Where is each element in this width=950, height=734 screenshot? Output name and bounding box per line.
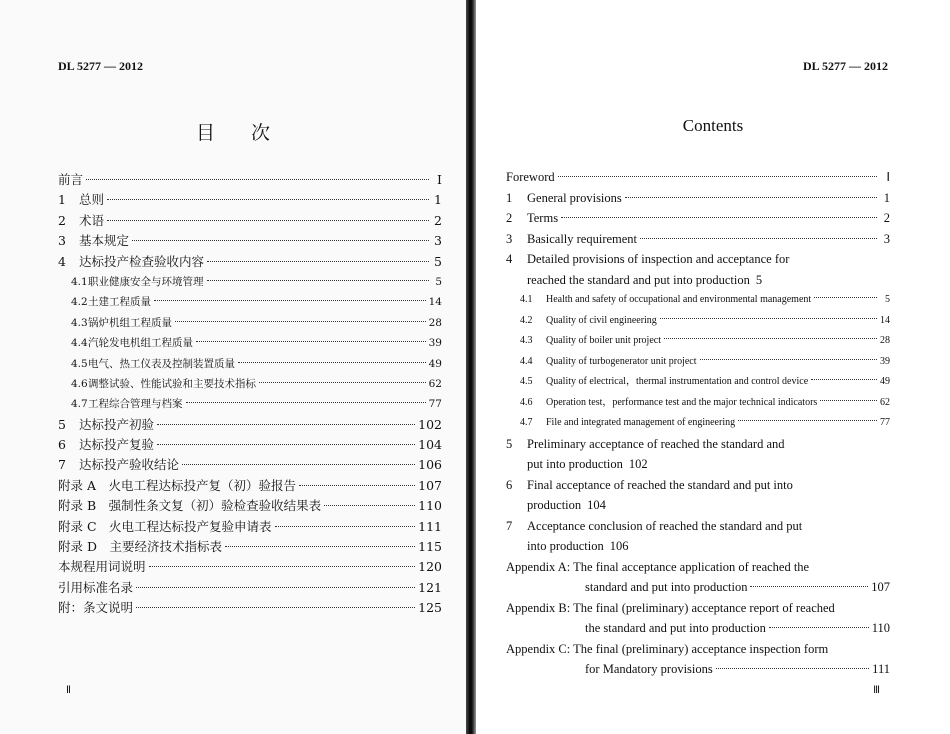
toc-entry-line [58, 455, 442, 475]
toc-entry-line [58, 415, 442, 435]
toc-entry[interactable] [58, 231, 442, 251]
dot-leader [132, 240, 429, 241]
dot-leader [136, 607, 415, 608]
toc-entry-title: 电气、热工仪表及控制装置质量 [88, 357, 235, 370]
toc-entry-number: 1 [506, 190, 513, 205]
toc-entry-title: 汽轮发电机组工程质量 [88, 337, 193, 350]
toc-entry-line [506, 536, 890, 557]
toc-title-chinese: 目次 [195, 122, 306, 144]
toc-entry-line [58, 231, 442, 251]
dot-leader [299, 485, 415, 486]
toc-entry-title: 术语 [79, 212, 105, 228]
dot-leader [157, 444, 415, 445]
toc-entry[interactable] [506, 311, 890, 332]
toc-entry-page: 28 [880, 335, 890, 346]
toc-entry-page: 110 [418, 498, 442, 514]
toc-entry-number: 4 [58, 253, 66, 269]
toc-entry-title: Preliminary acceptance of reached the standard and [527, 436, 785, 451]
toc-entry-line [506, 167, 890, 188]
toc-entry-page: 115 [418, 539, 442, 555]
toc-entry-line [506, 639, 890, 660]
toc-entry-number: 1 [58, 192, 66, 208]
toc-entry-number: 3 [506, 231, 513, 246]
toc-entry[interactable] [506, 188, 890, 209]
toc-entry-page: 62 [880, 396, 890, 408]
toc-entry-line [58, 333, 442, 353]
page-number: Ⅲ [873, 685, 880, 696]
toc-entry-line [506, 208, 890, 229]
toc-entry-line [506, 434, 890, 455]
dot-leader [738, 420, 877, 421]
toc-entry-page: 2 [883, 211, 890, 225]
toc-entry[interactable] [58, 333, 442, 353]
dot-leader [107, 199, 429, 200]
toc-entry-line [506, 290, 890, 311]
toc-entry-line [506, 188, 890, 209]
dot-leader [769, 627, 869, 628]
toc-entry-title: 锅炉机组工程质量 [88, 316, 172, 329]
toc-entry[interactable] [58, 313, 442, 333]
dot-leader [149, 566, 416, 567]
toc-entry-title: 附录 C 火电工程达标投产复验申请表 [58, 518, 272, 534]
toc-entry-line [506, 393, 890, 414]
toc-entry-title: Quality of turbogenerator unit project [546, 355, 697, 367]
toc-entry-title: 达标投产验收结论 [79, 457, 180, 473]
toc-entry[interactable] [506, 557, 890, 598]
toc-entry-page: 102 [418, 416, 442, 432]
toc-entry-number: 4.7 [71, 398, 88, 411]
toc-entry[interactable] [506, 352, 890, 373]
toc-entry-number: 7 [506, 518, 513, 533]
toc-entry-page: 14 [880, 314, 890, 326]
dot-leader [196, 341, 426, 342]
toc-entry[interactable] [506, 229, 890, 250]
toc-entry-number: 3 [58, 233, 66, 249]
toc-entry[interactable] [506, 598, 890, 639]
toc-entry-number: 4.6 [520, 396, 533, 408]
toc-entry-page: 39 [428, 337, 442, 350]
toc-entry-line [506, 249, 890, 270]
toc-entry-title: 达标投产复验 [79, 437, 155, 453]
dot-leader [107, 220, 429, 221]
toc-entry-page: 77 [428, 398, 442, 411]
toc-entry-page: 107 [418, 477, 442, 493]
toc-entry-title-continued: standard and put into production [585, 580, 748, 594]
dot-leader [225, 546, 415, 547]
toc-entry-page: 39 [880, 355, 890, 367]
toc-entry-page: 120 [418, 559, 442, 575]
toc-entry-title: Detailed provisions of inspection and acceptance for [527, 252, 790, 266]
toc-entry[interactable] [506, 208, 890, 229]
dot-leader [700, 359, 877, 360]
toc-entry-line [506, 659, 890, 680]
toc-entry-title: Operation test，performance test and the major technical indicators [546, 396, 818, 408]
right-page [476, 0, 950, 734]
toc-entry-line [58, 170, 442, 190]
toc-entry-page: 104 [418, 437, 442, 453]
toc-entry-title: General provisions [527, 190, 622, 205]
toc-entry-title-continued: put into production [527, 457, 623, 471]
toc-entry-title: Quality of boiler unit project [546, 335, 661, 346]
toc-entry-title: 附录 A 火电工程达标投产复（初）验报告 [58, 477, 297, 493]
book-gutter [466, 0, 476, 734]
toc-entry-line [506, 516, 890, 537]
dot-leader [175, 321, 426, 322]
toc-entry-title: Quality of civil engineering [546, 314, 657, 326]
toc-entry[interactable] [58, 598, 442, 618]
toc-entry-line [506, 577, 890, 598]
toc-entry[interactable] [58, 252, 442, 272]
dot-leader [811, 379, 877, 380]
toc-entry-title: 本规程用词说明 [58, 559, 146, 575]
toc-entry-line [58, 374, 442, 394]
toc-entry-line [58, 598, 442, 618]
toc-entry[interactable] [58, 578, 442, 598]
toc-entry-number: 4.1 [71, 275, 88, 288]
dot-leader [186, 402, 426, 403]
toc-entry-page: 125 [418, 600, 442, 616]
toc-entry-page: 104 [587, 498, 606, 512]
doc-code: DL 5277 — 2012 [58, 59, 144, 73]
toc-entry-line [506, 270, 890, 291]
toc-entry[interactable] [506, 434, 890, 475]
dot-leader [154, 300, 426, 301]
toc-entry-page: 5 [755, 272, 763, 287]
toc-entry[interactable] [58, 455, 442, 475]
toc-entry-line [58, 313, 442, 333]
toc-entry-line [58, 292, 442, 312]
toc-entry-number: 4.2 [520, 314, 533, 326]
toc-entry-line [506, 372, 890, 393]
toc-entry[interactable] [506, 331, 890, 352]
left-page [0, 0, 466, 734]
toc-entry-line [506, 311, 890, 332]
toc-entry[interactable] [506, 413, 890, 434]
toc-entry-page: 14 [428, 296, 442, 309]
toc-entry[interactable] [506, 167, 890, 188]
toc-list-chinese [58, 170, 442, 619]
toc-entry-title: Quality of electrical，thermal instrumentation and control device [546, 376, 809, 387]
toc-entry-line [58, 211, 442, 231]
toc-entry-line [58, 496, 442, 516]
toc-entry-line [58, 517, 442, 537]
toc-entry-title: 工程综合管理与档案 [88, 398, 183, 411]
toc-entry-number: 2 [506, 211, 513, 225]
toc-entry-page: 102 [628, 457, 648, 471]
toc-entry[interactable] [58, 170, 442, 190]
toc-entry-number: 4.2 [71, 296, 88, 309]
dot-leader [750, 586, 868, 587]
toc-entry-title-continued: reached the standard and put into production [527, 272, 750, 287]
toc-entry-page: 5 [885, 294, 890, 305]
toc-entry-line [506, 557, 890, 578]
toc-entry-line [506, 352, 890, 373]
toc-entry-number: 4.3 [71, 316, 88, 329]
toc-entry-number: 2 [58, 212, 66, 228]
toc-entry-line [58, 394, 442, 414]
dot-leader [275, 526, 416, 527]
page-number: Ⅱ [66, 685, 71, 696]
toc-entry[interactable] [506, 290, 890, 311]
toc-entry-line [506, 413, 890, 434]
toc-entry-number: 6 [506, 477, 513, 492]
toc-entry-line [58, 435, 442, 455]
toc-entry[interactable] [506, 393, 890, 414]
dot-leader [157, 424, 415, 425]
toc-entry-page: 1 [434, 192, 442, 208]
dot-leader [238, 362, 426, 363]
toc-entry-page: Ⅰ [886, 170, 890, 184]
toc-entry[interactable] [58, 496, 442, 516]
toc-entry-title: Health and safety of occupational and environmental management [546, 294, 812, 305]
toc-entry-number: 4.5 [520, 376, 533, 387]
toc-entry[interactable] [506, 249, 890, 290]
toc-entry-page: 111 [872, 662, 890, 676]
toc-entry-line [58, 354, 442, 374]
dot-leader [716, 668, 869, 669]
toc-entry[interactable] [58, 517, 442, 537]
toc-entry[interactable] [58, 354, 442, 374]
toc-entry-number: 4.1 [520, 294, 533, 305]
toc-entry-page: 28 [428, 316, 442, 329]
toc-entry-title: 前言 [58, 172, 84, 187]
toc-entry-page: 106 [418, 457, 442, 473]
toc-entry-line [58, 578, 442, 598]
toc-entry-page: 49 [880, 376, 890, 387]
toc-entry[interactable] [506, 516, 890, 557]
toc-entry-number: 5 [58, 416, 66, 432]
toc-entry-title: 达标投产初验 [79, 416, 155, 432]
toc-entry-title: 土建工程质量 [88, 296, 151, 309]
toc-title-english: Contents [682, 116, 744, 135]
toc-entry-page: Ⅰ [437, 172, 442, 187]
toc-entry-title: 总则 [79, 192, 105, 208]
toc-entry-page: 111 [418, 518, 442, 534]
toc-entry-line [58, 537, 442, 557]
toc-entry[interactable] [58, 292, 442, 312]
dot-leader [259, 382, 426, 383]
dot-leader [558, 176, 877, 177]
toc-entry-number: 6 [58, 437, 66, 453]
dot-leader [324, 505, 415, 506]
toc-entry[interactable] [506, 475, 890, 516]
dot-leader [207, 261, 429, 262]
toc-entry-page: 106 [609, 539, 629, 553]
toc-entry-line [58, 272, 442, 292]
toc-entry-page: 5 [434, 253, 442, 269]
toc-entry-title-continued: for Mandatory provisions [585, 662, 713, 676]
toc-entry-line [58, 190, 442, 210]
dot-leader [561, 217, 877, 218]
dot-leader [182, 464, 415, 465]
toc-entry-line [506, 618, 890, 639]
toc-entry-page: 110 [871, 621, 890, 635]
toc-entry[interactable] [506, 639, 890, 680]
toc-entry-title: 附录 B 强制性条文复（初）验检查验收结果表 [58, 498, 322, 514]
toc-entry-title-continued: into production [527, 539, 604, 553]
toc-entry-line [58, 252, 442, 272]
dot-leader [664, 338, 877, 339]
toc-entry-title: 达标投产检查验收内容 [79, 253, 205, 269]
dot-leader [625, 197, 877, 198]
toc-entry-number: 7 [58, 457, 66, 473]
toc-entry-title-continued: production [527, 498, 582, 512]
toc-entry-line [506, 475, 890, 496]
toc-entry-title: 基本规定 [79, 233, 130, 249]
toc-entry-line [506, 331, 890, 352]
toc-entry[interactable] [58, 415, 442, 435]
toc-entry-title: Appendix A: The final acceptance application of reached the [506, 559, 810, 574]
toc-entry[interactable] [58, 272, 442, 292]
toc-entry-page: 121 [418, 579, 442, 595]
toc-entry-title: Appendix B: The final (preliminary) acceptance report of reached [506, 600, 835, 615]
toc-entry-page: 2 [434, 212, 442, 228]
toc-entry-number: 5 [506, 436, 513, 451]
toc-entry-number: 4.5 [71, 357, 88, 370]
dot-leader [640, 238, 877, 239]
toc-entry-page: 49 [428, 357, 442, 370]
toc-entry-page: 62 [428, 377, 442, 390]
dot-leader [660, 318, 877, 319]
doc-code: DL 5277 — 2012 [802, 59, 888, 73]
toc-entry-line [506, 598, 890, 619]
toc-entry-page: 1 [883, 190, 890, 205]
toc-list-english [506, 167, 890, 680]
toc-entry-line [58, 557, 442, 577]
toc-entry-title: Acceptance conclusion of reached the standard and put [527, 518, 803, 533]
toc-entry-number: 4.7 [520, 417, 533, 428]
toc-entry-page: 3 [434, 233, 442, 249]
toc-entry[interactable] [58, 374, 442, 394]
toc-entry-number: 4.4 [520, 355, 533, 367]
toc-entry-title: 引用标准名录 [58, 579, 134, 595]
toc-entry-page: 107 [871, 580, 890, 594]
toc-entry-line [58, 476, 442, 496]
toc-entry-line [506, 229, 890, 250]
toc-entry-page: 5 [435, 275, 442, 288]
toc-entry-title-continued: the standard and put into production [585, 621, 766, 635]
toc-entry-line [506, 495, 890, 516]
toc-entry[interactable] [58, 557, 442, 577]
toc-entry[interactable] [58, 537, 442, 557]
toc-entry[interactable] [58, 476, 442, 496]
dot-leader [820, 400, 877, 401]
toc-entry-title: Final acceptance of reached the standard and put into [527, 477, 793, 492]
toc-entry-title: 附录 D 主要经济技术指标表 [58, 539, 222, 555]
toc-entry-title: Foreword [506, 170, 555, 184]
toc-entry-title: 职业健康安全与环境管理 [88, 275, 204, 288]
toc-entry-title: Basically requirement [527, 231, 638, 246]
toc-entry-number: 4 [506, 252, 513, 266]
toc-entry-title: 调整试验、性能试验和主要技术指标 [88, 377, 256, 390]
dot-leader [814, 297, 877, 298]
toc-entry-page: 77 [880, 417, 890, 428]
toc-entry-line [506, 454, 890, 475]
toc-entry[interactable] [58, 435, 442, 455]
toc-entry-page: 3 [883, 231, 890, 246]
toc-entry-title: File and integrated management of engineering [546, 417, 736, 428]
toc-entry-title: Terms [527, 211, 559, 225]
toc-entry[interactable] [58, 190, 442, 210]
toc-entry[interactable] [506, 372, 890, 393]
toc-entry-number: 4.4 [71, 337, 88, 350]
toc-entry-number: 4.3 [520, 335, 533, 346]
toc-entry-number: 4.6 [71, 377, 88, 390]
dot-leader [86, 179, 429, 180]
toc-entry-title: Appendix C: The final (preliminary) acceptance inspection form [506, 641, 829, 656]
toc-entry[interactable] [58, 211, 442, 231]
toc-entry[interactable] [58, 394, 442, 414]
toc-entry-title: 附：条文说明 [58, 600, 134, 616]
dot-leader [136, 587, 415, 588]
dot-leader [207, 280, 430, 281]
